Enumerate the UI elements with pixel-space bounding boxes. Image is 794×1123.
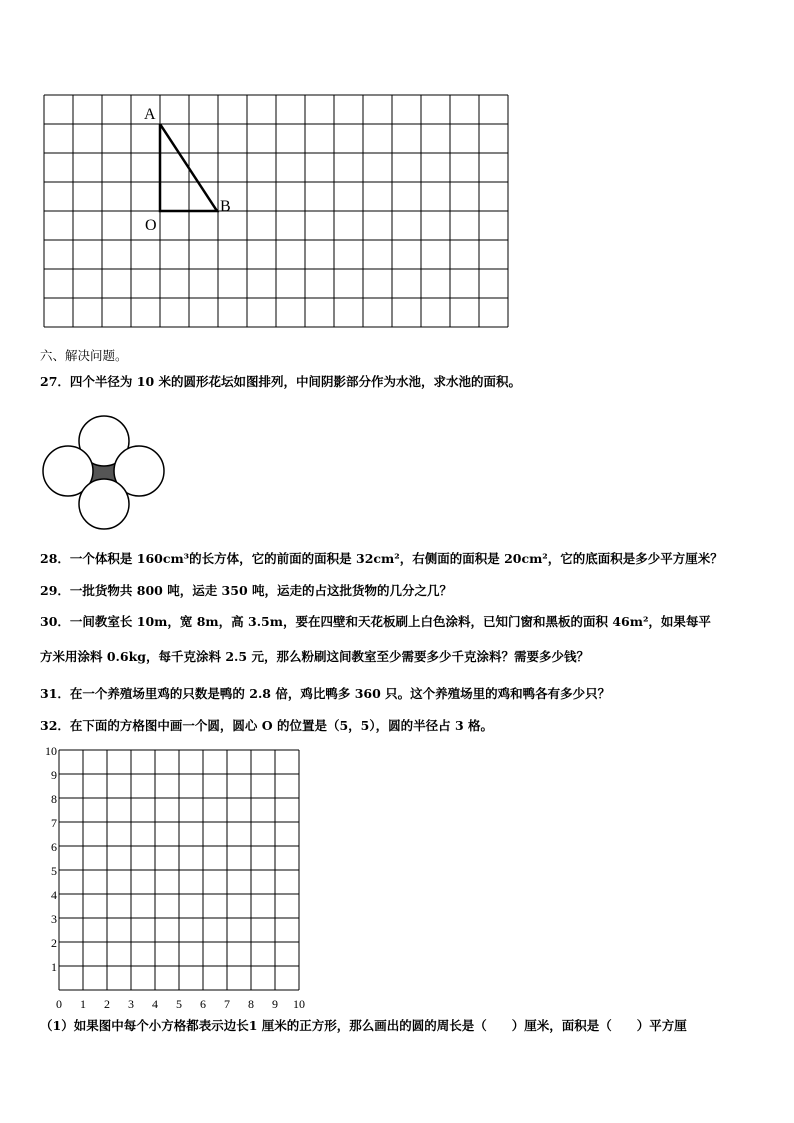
question-27: 27．四个半径为 10 米的圆形花坛如图排列，中间阴影部分作为水池，求水池的面积。 <box>40 374 521 389</box>
x-axis-label: 1 <box>80 997 86 1010</box>
four-circles-figure <box>38 408 170 534</box>
question-31: 31．在一个养殖场里鸡的只数是鸭的 2.8 倍，鸡比鸭多 360 只。这个养殖场里的鸡和鸭各有多少只？ <box>40 686 611 701</box>
x-axis-label: 8 <box>248 997 254 1010</box>
y-axis-label: 4 <box>51 888 57 902</box>
y-axis-label: 10 <box>45 744 57 758</box>
y-axis-label: 1 <box>51 960 57 974</box>
question-30-line2: 方米用涂料 0.6kg，每千克涂料 2.5 元，那么粉刷这间教室至少需要多少千克涂料？需要多少钱？ <box>40 649 589 664</box>
y-axis-label: 3 <box>51 912 57 926</box>
label-b: B <box>220 198 231 215</box>
label-a: A <box>144 106 156 123</box>
y-axis-label: 7 <box>51 816 57 830</box>
coordinate-grid <box>0 740 794 1010</box>
y-axis-label: 8 <box>51 792 57 806</box>
x-axis-label: 10 <box>293 997 305 1010</box>
x-axis-label: 7 <box>224 997 230 1010</box>
y-axis-label: 6 <box>51 840 57 854</box>
y-axis-label: 9 <box>51 768 57 782</box>
y-axis-label: 5 <box>51 864 57 878</box>
question-28: 28．一个体积是 160cm³的长方体，它的前面的面积是 32cm²，右侧面的面积是 20cm²，它的底面积是多少平方厘米？ <box>40 551 723 566</box>
question-32-sub1: （1）如果图中每个小方格都表示边长1 厘米的正方形，那么画出的圆的周长是（ ）厘米，面积是（ ）平方厘 <box>40 1018 687 1033</box>
x-axis-label: 9 <box>272 997 278 1010</box>
x-axis-label: 3 <box>128 997 134 1010</box>
question-32: 32．在下面的方格图中画一个圆，圆心 O 的位置是（5，5），圆的半径占 3 格。 <box>40 718 494 733</box>
section-heading: 六、解决问题。 <box>40 348 128 363</box>
x-axis-label: 5 <box>176 997 182 1010</box>
x-axis-label: 4 <box>152 997 158 1010</box>
x-axis-label: 6 <box>200 997 206 1010</box>
label-o: O <box>145 217 157 234</box>
circle-bottom <box>79 479 129 529</box>
question-29: 29．一批货物共 800 吨，运走 350 吨，运走的占这批货物的几分之几？ <box>40 583 452 598</box>
question-30-line1: 30．一间教室长 10m，宽 8m，高 3.5m，要在四壁和天花板刷上白色涂料，已知门窗和黑板的面积 46m²，如果每平 <box>40 614 711 629</box>
y-axis-label: 2 <box>51 936 57 950</box>
triangle-grid-figure <box>0 0 794 340</box>
x-axis-label: 2 <box>104 997 110 1010</box>
x-axis-label: 0 <box>56 997 62 1010</box>
